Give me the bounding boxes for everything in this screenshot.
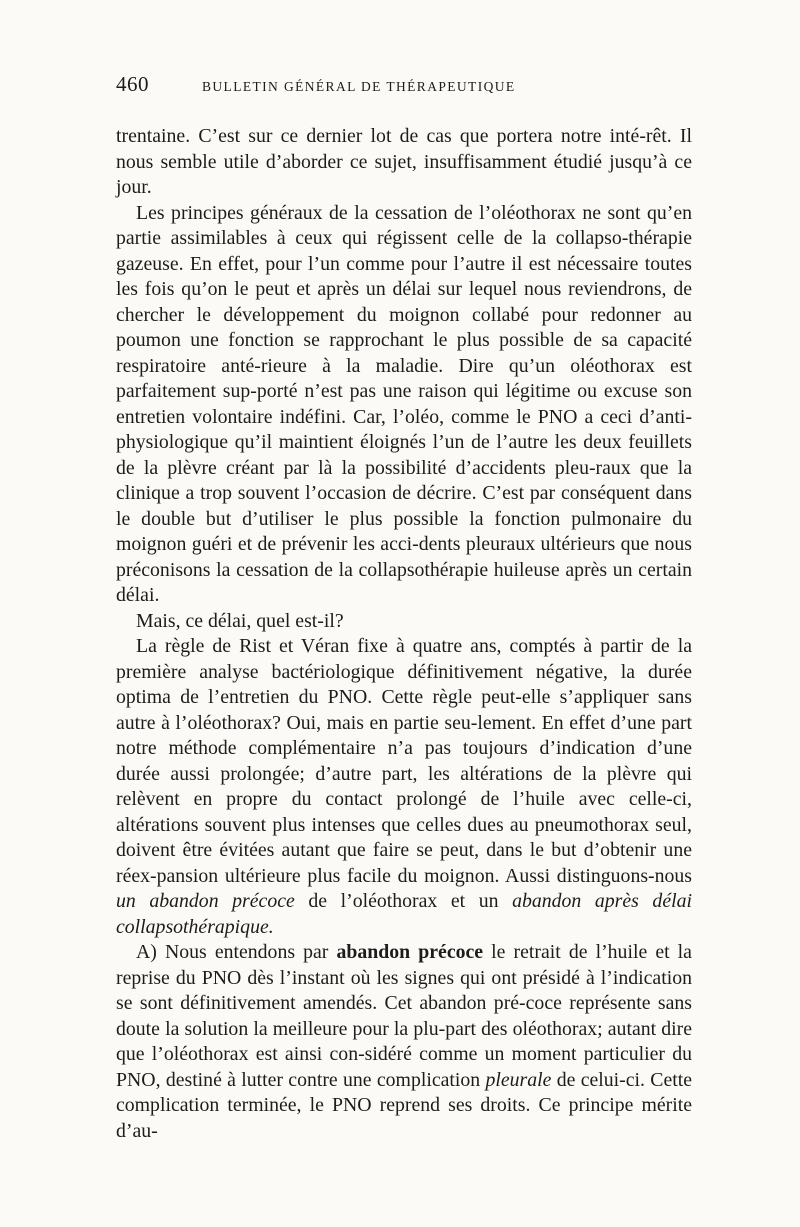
paragraph-question: Mais, ce délai, quel est-il?: [136, 609, 344, 632]
italic-early-abandon: un abandon précoce: [116, 890, 295, 912]
running-head: [116, 72, 692, 102]
body-text: [116, 124, 692, 1144]
section-a-text-end: de celui-ci. Cette complication terminée, le PNO reprend ses droits. Ce principe mérite d’au-: [116, 1068, 692, 1142]
paragraph-early-abandon: [116, 940, 692, 1144]
italic-delayed-abandon: abandon après délai collapsothérapique.: [116, 890, 692, 938]
rule-mid-text: de l’oléothorax et un: [308, 890, 499, 912]
section-a-prefix: A) Nous entendons par: [136, 941, 329, 963]
section-a-text: le retrait de l’huile et la reprise du PNO dès l’instant où les signes qui ont présidé à l’indication se sont définitivement amendés. Cet abandon pré-coce représente sans doute la solution la meilleure pour la plu-part des oléothorax; autant dire que l’oléothorax est ainsi con-sidéré comme un moment particulier du PNO, destiné à lutter contre une complication: [116, 941, 692, 1091]
rule-text: La règle de Rist et Véran fixe à quatre ans, comptés à partir de la première analyse bactériologique définitivement négative, la durée optima de l’entretien du PNO. Cette règle peut-elle s’appliquer sans autre à l’oléothorax? Oui, mais en partie seu-lement. En effet d’une part notre méthode complémentaire n’a pas toujours d’indication d’une durée aussi prolongée; d’autre part, les altérations de la plèvre qui relèvent en propre du contact prolongé de l’huile avec celle-ci, altérations souvent plus intenses que celles dues au pneumothorax seul, doivent être évitées autant que faire se peut, dans le but d’obtenir une réex-pansion ultérieure plus facile du moignon. Aussi distinguons-nous: [116, 635, 692, 887]
journal-title: BULLETIN GÉNÉRAL DE THÉRAPEUTIQUE: [202, 79, 516, 94]
page-number: 460: [116, 72, 149, 96]
paragraph-principles: Les principes généraux de la cessation de l’oléothorax ne sont qu’en partie assimilables à ceux qui régissent celle de la collapso-thérapie gazeuse. En effet, pour l’un comme pour l’autre il est nécessaire toutes les fois qu’on le peut et après un délai sur lequel nous reviendrons, de chercher le développement du moignon collabé pour redonner au poumon une fonction se rapprochant le plus possible de sa capacité respiratoire anté-rieure à la maladie. Dire qu’un oléothorax est parfaitement sup-porté n’est pas une raison qui légitime ou excuse son entretien volontaire indéfini. Car, l’oléo, comme le PNO a ceci d’anti-physiologique qu’il maintient éloignés l’un de l’autre les deux feuillets de la plèvre créant par là la possibilité d’accidents pleu-raux que la clinique a trop souvent l’occasion de décrire. C’est par conséquent dans le double but d’utiliser le plus possible la fonction pulmonaire du moignon guéri et de prévenir les acci-dents pleuraux ultérieurs que nous préconisons la cessation de la collapsothérapie huileuse après un certain délai.: [116, 201, 692, 606]
paragraph-rist-veran-rule: [116, 634, 692, 940]
italic-pleurale: pleurale: [485, 1068, 552, 1091]
paragraph-continuation: trentaine. C’est sur ce dernier lot de cas que portera notre inté-rêt. Il nous semble utile d’aborder ce sujet, insuffisamment étudié jusqu’à ce jour.: [116, 125, 692, 198]
bold-early-abandon: abandon précoce: [336, 941, 484, 963]
